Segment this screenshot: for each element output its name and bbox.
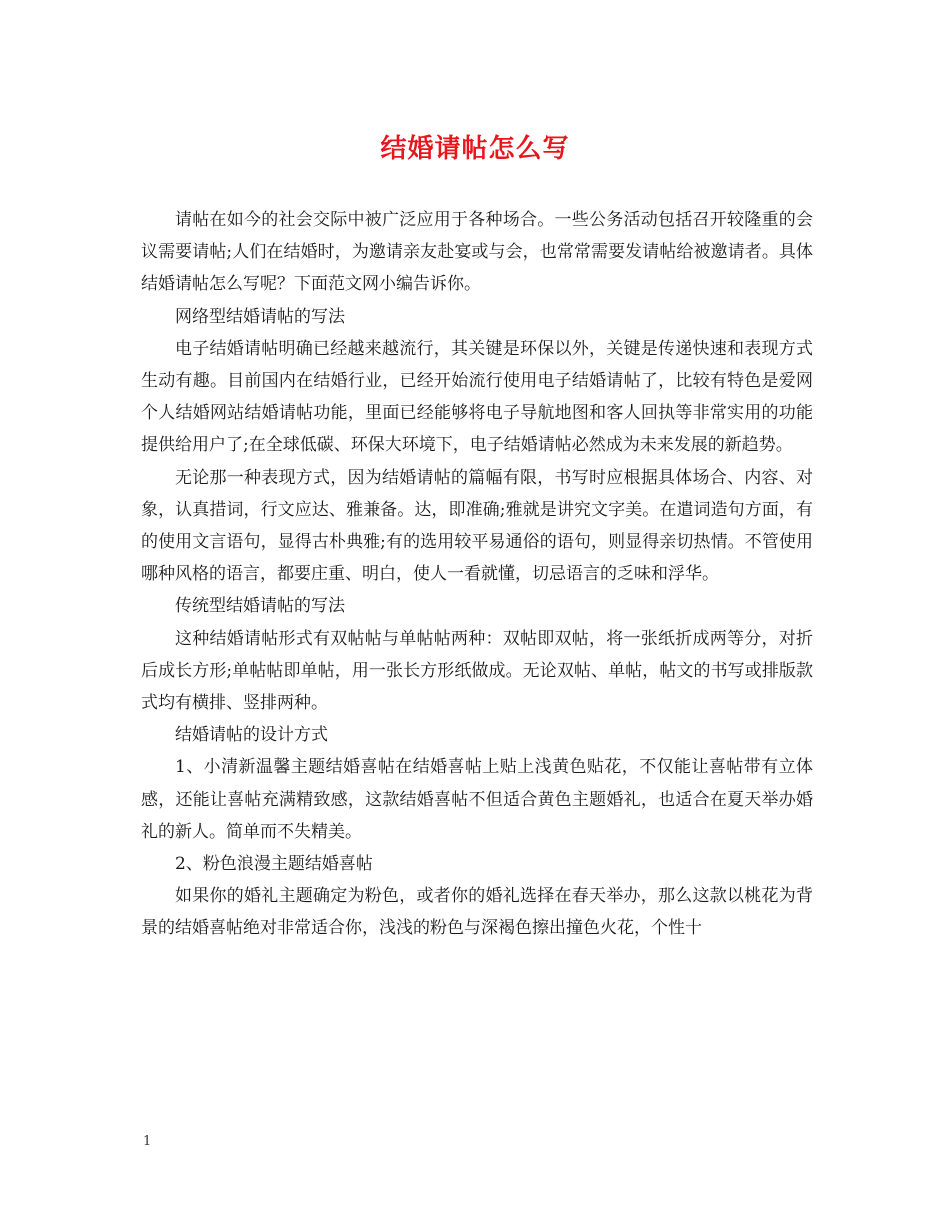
- heading-traditional-invitation: 传统型结婚请帖的写法: [175, 596, 345, 617]
- paragraph-design-2: 如果你的婚礼主题确定为粉色，或者你的婚礼选择在春天举办，那么这款以桃花为背景的结婚喜帖绝对非常适合你，浅浅的粉色与深褐色擦出撞色火花，个性十: [141, 886, 813, 939]
- heading-design-2: 2、粉色浪漫主题结婚喜帖: [175, 854, 373, 875]
- paragraph-wording: 无论那一种表现方式，因为结婚请帖的篇幅有限，书写时应根据具体场合、内容、对象，认真措词，行文应达、雅兼备。达，即准确;雅就是讲究文字美。在遣词造句方面，有的使用文言语句，显得古朴典雅;有的选用较平易通俗的语句，则显得亲切热情。不管使用哪种风格的语言，都要庄重、明白，使人一看就懂，切忌语言的乏味和浮华。: [141, 467, 813, 585]
- paragraph-electronic-invitation: 电子结婚请帖明确已经越来越流行，其关键是环保以外，关键是传递快速和表现方式生动有趣。目前国内在结婚行业，已经开始流行使用电子结婚请帖了，比较有特色是爱网个人结婚网站结婚请帖功能，里面已经能够将电子导航地图和客人回执等非常实用的功能提供给用户了;在全球低碳、环保大环境下，电子结婚请帖必然成为未来发展的新趋势。: [141, 338, 813, 456]
- heading-design-methods: 结婚请帖的设计方式: [175, 725, 328, 746]
- page-number: 1: [143, 1134, 152, 1149]
- paragraph-design-1: 1、小清新温馨主题结婚喜帖在结婚喜帖上贴上浅黄色贴花，不仅能让喜帖带有立体感，还能让喜帖充满精致感，这款结婚喜帖不但适合黄色主题婚礼，也适合在夏天举办婚礼的新人。简单而不失精美。: [141, 757, 813, 842]
- paragraph-intro: 请帖在如今的社会交际中被广泛应用于各种场合。一些公务活动包括召开较隆重的会议需要请帖;人们在结婚时，为邀请亲友赴宴或与会，也常常需要发请帖给被邀请者。具体结婚请帖怎么写呢？下面范文网小编告诉你。: [141, 210, 813, 295]
- heading-online-invitation: 网络型结婚请帖的写法: [175, 306, 345, 327]
- document-title: 结婚请帖怎么写: [380, 134, 570, 164]
- paragraph-traditional-format: 这种结婚请帖形式有双帖帖与单帖帖两种：双帖即双帖，将一张纸折成两等分，对折后成长方形;单帖帖即单帖，用一张长方形纸做成。无论双帖、单帖，帖文的书写或排版款式均有横排、竖排两种。: [141, 628, 813, 714]
- document-body: [141, 204, 813, 945]
